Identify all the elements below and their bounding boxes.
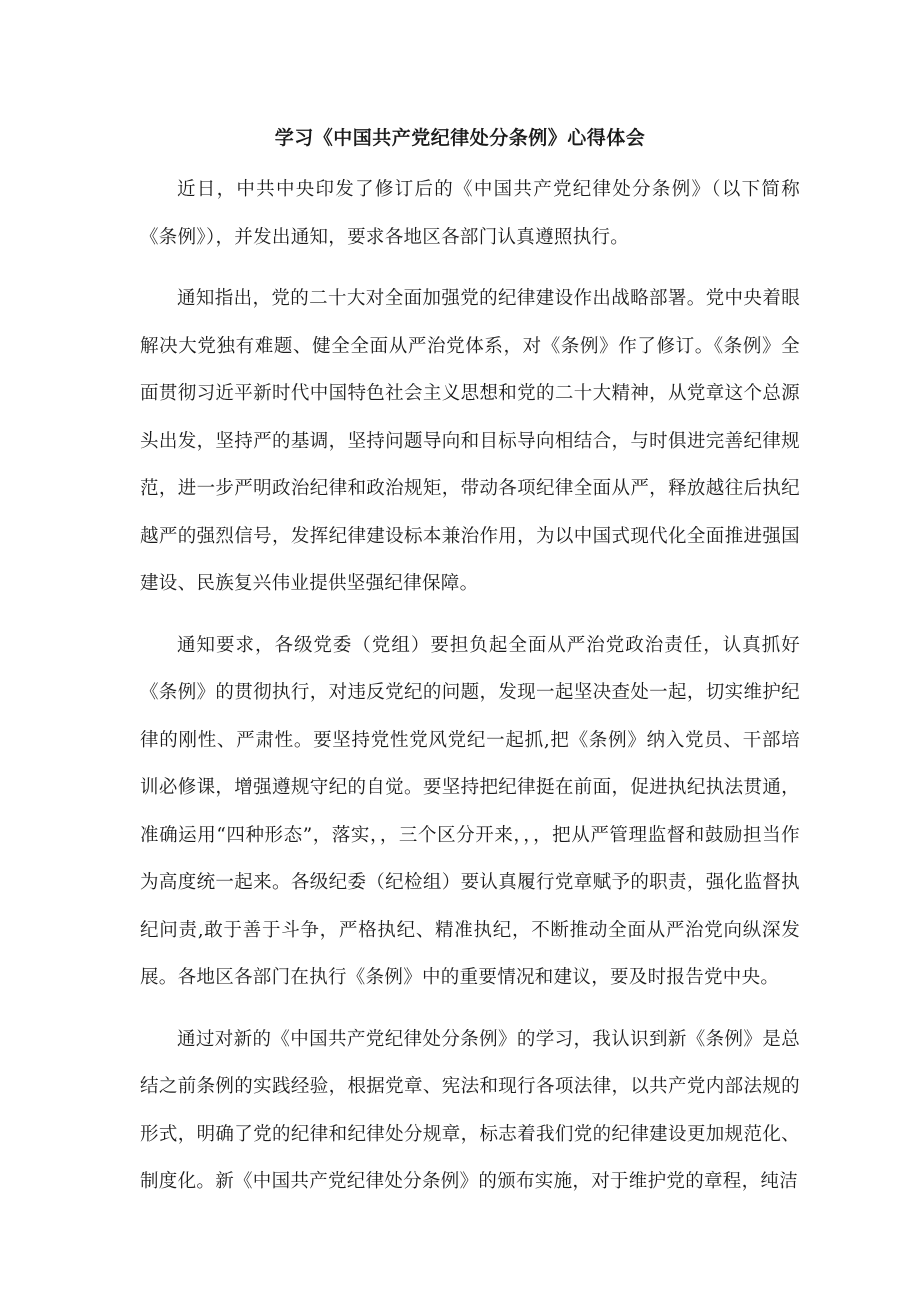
paragraph-4: 通过对新的《中国共产党纪律处分条例》的学习，我认识到新《条例》是总结之前条例的实践经验，根据党章、宪法和现行各项法律，以共产党内部法规的形式，明确了党的纪律和纪律处分规章，标志着我们党的纪律建设更加规范化、制度化。新《中国共产党纪律处分条例》的颁布实施，对于维护党的章程，纯洁 bbox=[140, 1028, 800, 1192]
paragraph-2: 通知指出，党的二十大对全面加强党的纪律建设作出战略部署。党中央着眼解决大党独有难题、健全全面从严治党体系，对《条例》作了修订。《条例》全面贯彻习近平新时代中国特色社会主义思想和党的二十大精神，从党章这个总源头出发，坚持严的基调，坚持问题导向和目标导向相结合，与时俱进完善纪律规范，进一步严明政治纪律和政治规矩，带动各项纪律全面从严，释放越往后执纪越严的强烈信号，发挥纪律建设标本兼治作用，为以中国式现代化全面推进强国建设、民族复兴伟业提供坚强纪律保障。 bbox=[140, 288, 800, 594]
paragraph-3: 通知要求，各级党委（党组）要担负起全面从严治党政治责任，认真抓好《条例》的贯彻执行，对违反党纪的问题，发现一起坚决查处一起，切实维护纪律的刚性、严肃性。要坚持党性党风党纪一起抓,把《条例》纳入党员、干部培训必修课，增强遵规守纪的自觉。要坚持把纪律挺在前面，促进执纪执法贯通，准确运用“四种形态”，落实，，三个区分开来，，，把从严管理监督和鼓励担当作为高度统一起来。各级纪委（纪检组）要认真履行党章赋予的职责，强化监督执纪问责,敢于善于斗争，严格执纪、精准执纪，不断推动全面从严治党向纵深发展。各地区各部门在执行《条例》中的重要情况和建议，要及时报告党中央。 bbox=[140, 634, 800, 988]
document-title: 学习《中国共产党纪律处分条例》心得体会 bbox=[274, 127, 646, 149]
paragraph-1: 近日，中共中央印发了修订后的《中国共产党纪律处分条例》（以下简称《条例》），并发出通知，要求各地区各部门认真遵照执行。 bbox=[140, 179, 800, 248]
document-body bbox=[140, 166, 800, 1220]
